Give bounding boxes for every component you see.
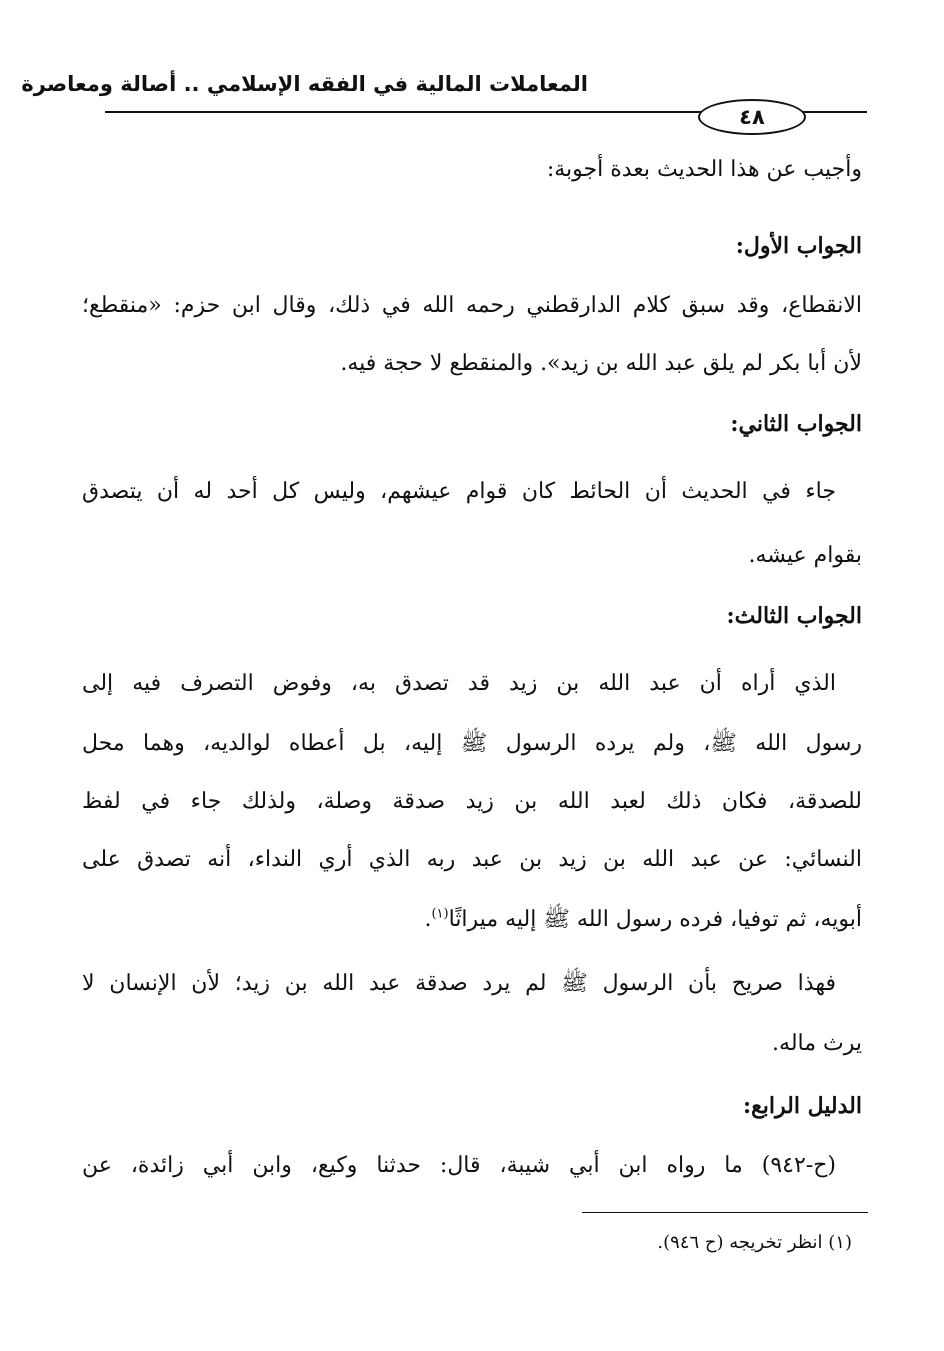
section-heading: الجواب الأول: <box>735 233 862 259</box>
text-span: أبويه، ثم توفيا، فرده رسول الله ﷺ إليه ميراثًا <box>448 907 862 932</box>
text-line: يرث ماله. <box>772 1031 862 1056</box>
footnote-rule <box>582 1212 868 1213</box>
text-span: . <box>424 907 432 932</box>
section-heading: الجواب الثالث: <box>726 603 862 629</box>
text-line: الذي أراه أن عبد الله بن زيد قد تصدق به، وفوض التصرف فيه إلى <box>82 671 836 696</box>
section-heading: الجواب الثاني: <box>730 411 862 437</box>
text-line: لأن أبا بكر لم يلق عبد الله بن زيد». والمنقطع لا حجة فيه. <box>340 351 862 376</box>
text-line: فهذا صريح بأن الرسول ﷺ لم يرد صدقة عبد الله بن زيد؛ لأن الإنسان لا <box>82 971 836 996</box>
text-line: للصدقة، فكان ذلك لعبد الله بن زيد صدقة وصلة، ولذلك جاء في لفظ <box>82 789 862 814</box>
text-line: جاء في الحديث أن الحائط كان قوام عيشهم، وليس كل أحد له أن يتصدق <box>82 479 836 504</box>
text-line: بقوام عيشه. <box>748 543 862 568</box>
running-header-title: المعاملات المالية في الفقه الإسلامي .. أصالة ومعاصرة <box>21 72 588 96</box>
text-line: الانقطاع، وقد سبق كلام الدارقطني رحمه الله في ذلك، وقال ابن حزم: «منقطع؛ <box>82 293 862 318</box>
text-line: النسائي: عن عبد الله بن زيد بن عبد ربه الذي أري النداء، أنه تصدق على <box>82 847 862 872</box>
page-number-badge: ٤٨ <box>698 99 806 135</box>
text-line: وأجيب عن هذا الحديث بعدة أجوبة: <box>546 157 862 182</box>
text-line: رسول الله ﷺ، ولم يرده الرسول ﷺ إليه، بل أعطاه لوالديه، وهما محل <box>82 731 862 756</box>
footnote: (١) انظر تخريجه (ح ٩٤٦). <box>657 1232 852 1253</box>
text-line <box>82 900 862 940</box>
section-heading: الدليل الرابع: <box>742 1093 862 1119</box>
footnote-reference: (١) <box>431 906 449 922</box>
text-line: (ح-٩٤٢) ما رواه ابن أبي شيبة، قال: حدثنا وكيع، وابن أبي زائدة، عن <box>82 1153 836 1178</box>
